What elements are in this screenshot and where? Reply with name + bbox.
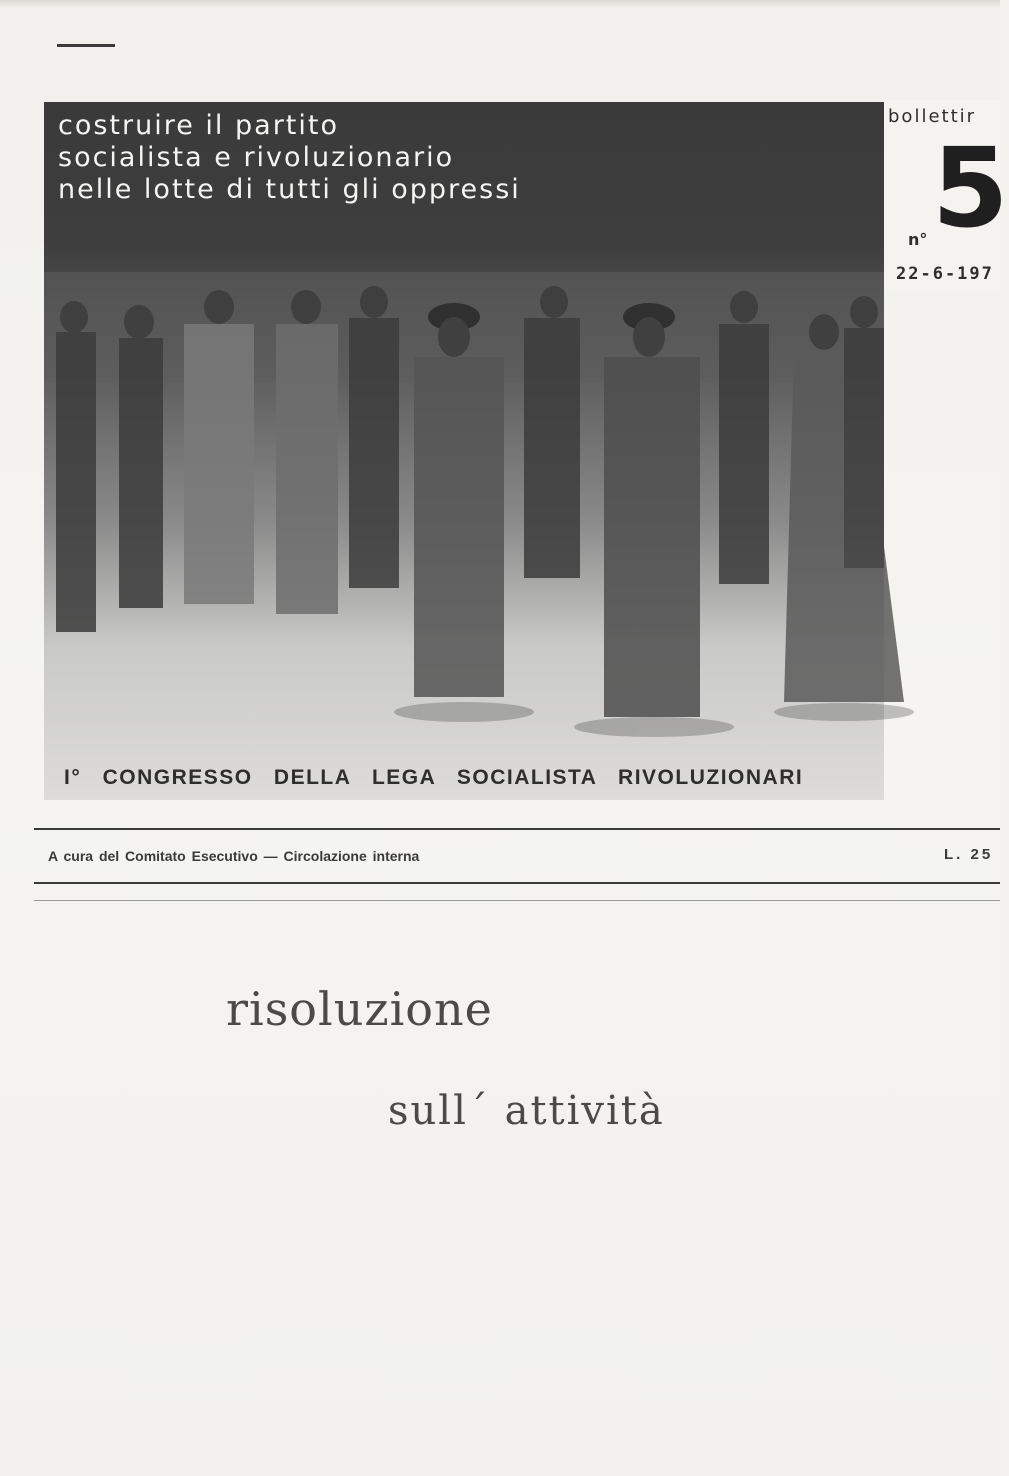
issue-number: 5 <box>932 124 1009 252</box>
dash-mark <box>57 44 115 47</box>
slogan-line-3: nelle lotte di tutti gli oppressi <box>58 174 521 205</box>
price: L. 25 <box>944 846 994 863</box>
paper-top-edge <box>0 0 1000 8</box>
slogan <box>58 110 521 206</box>
congress-heading: I° CONGRESSO DELLA LEGA SOCIALISTA RIVOLUZIONARI <box>64 766 804 789</box>
title-line-1: risoluzione <box>226 982 493 1036</box>
slogan-line-2: socialista e rivoluzionario <box>58 142 455 173</box>
credit-line: A cura del Comitato Esecutivo — Circolazione interna <box>48 848 420 864</box>
slogan-line-1: costruire il partito <box>58 110 339 141</box>
title-line-2: sull´ attività <box>388 1088 665 1134</box>
bottom-rule <box>34 882 1000 884</box>
faint-rule <box>34 900 1000 901</box>
issue-no-label: n° <box>908 230 928 249</box>
top-rule <box>34 828 1000 830</box>
crowd-illustration <box>44 102 884 800</box>
issue-box <box>884 100 1009 290</box>
issue-label: bollettir <box>888 106 977 127</box>
cover-photo <box>44 102 884 800</box>
issue-date: 22-6-197 <box>896 264 994 284</box>
